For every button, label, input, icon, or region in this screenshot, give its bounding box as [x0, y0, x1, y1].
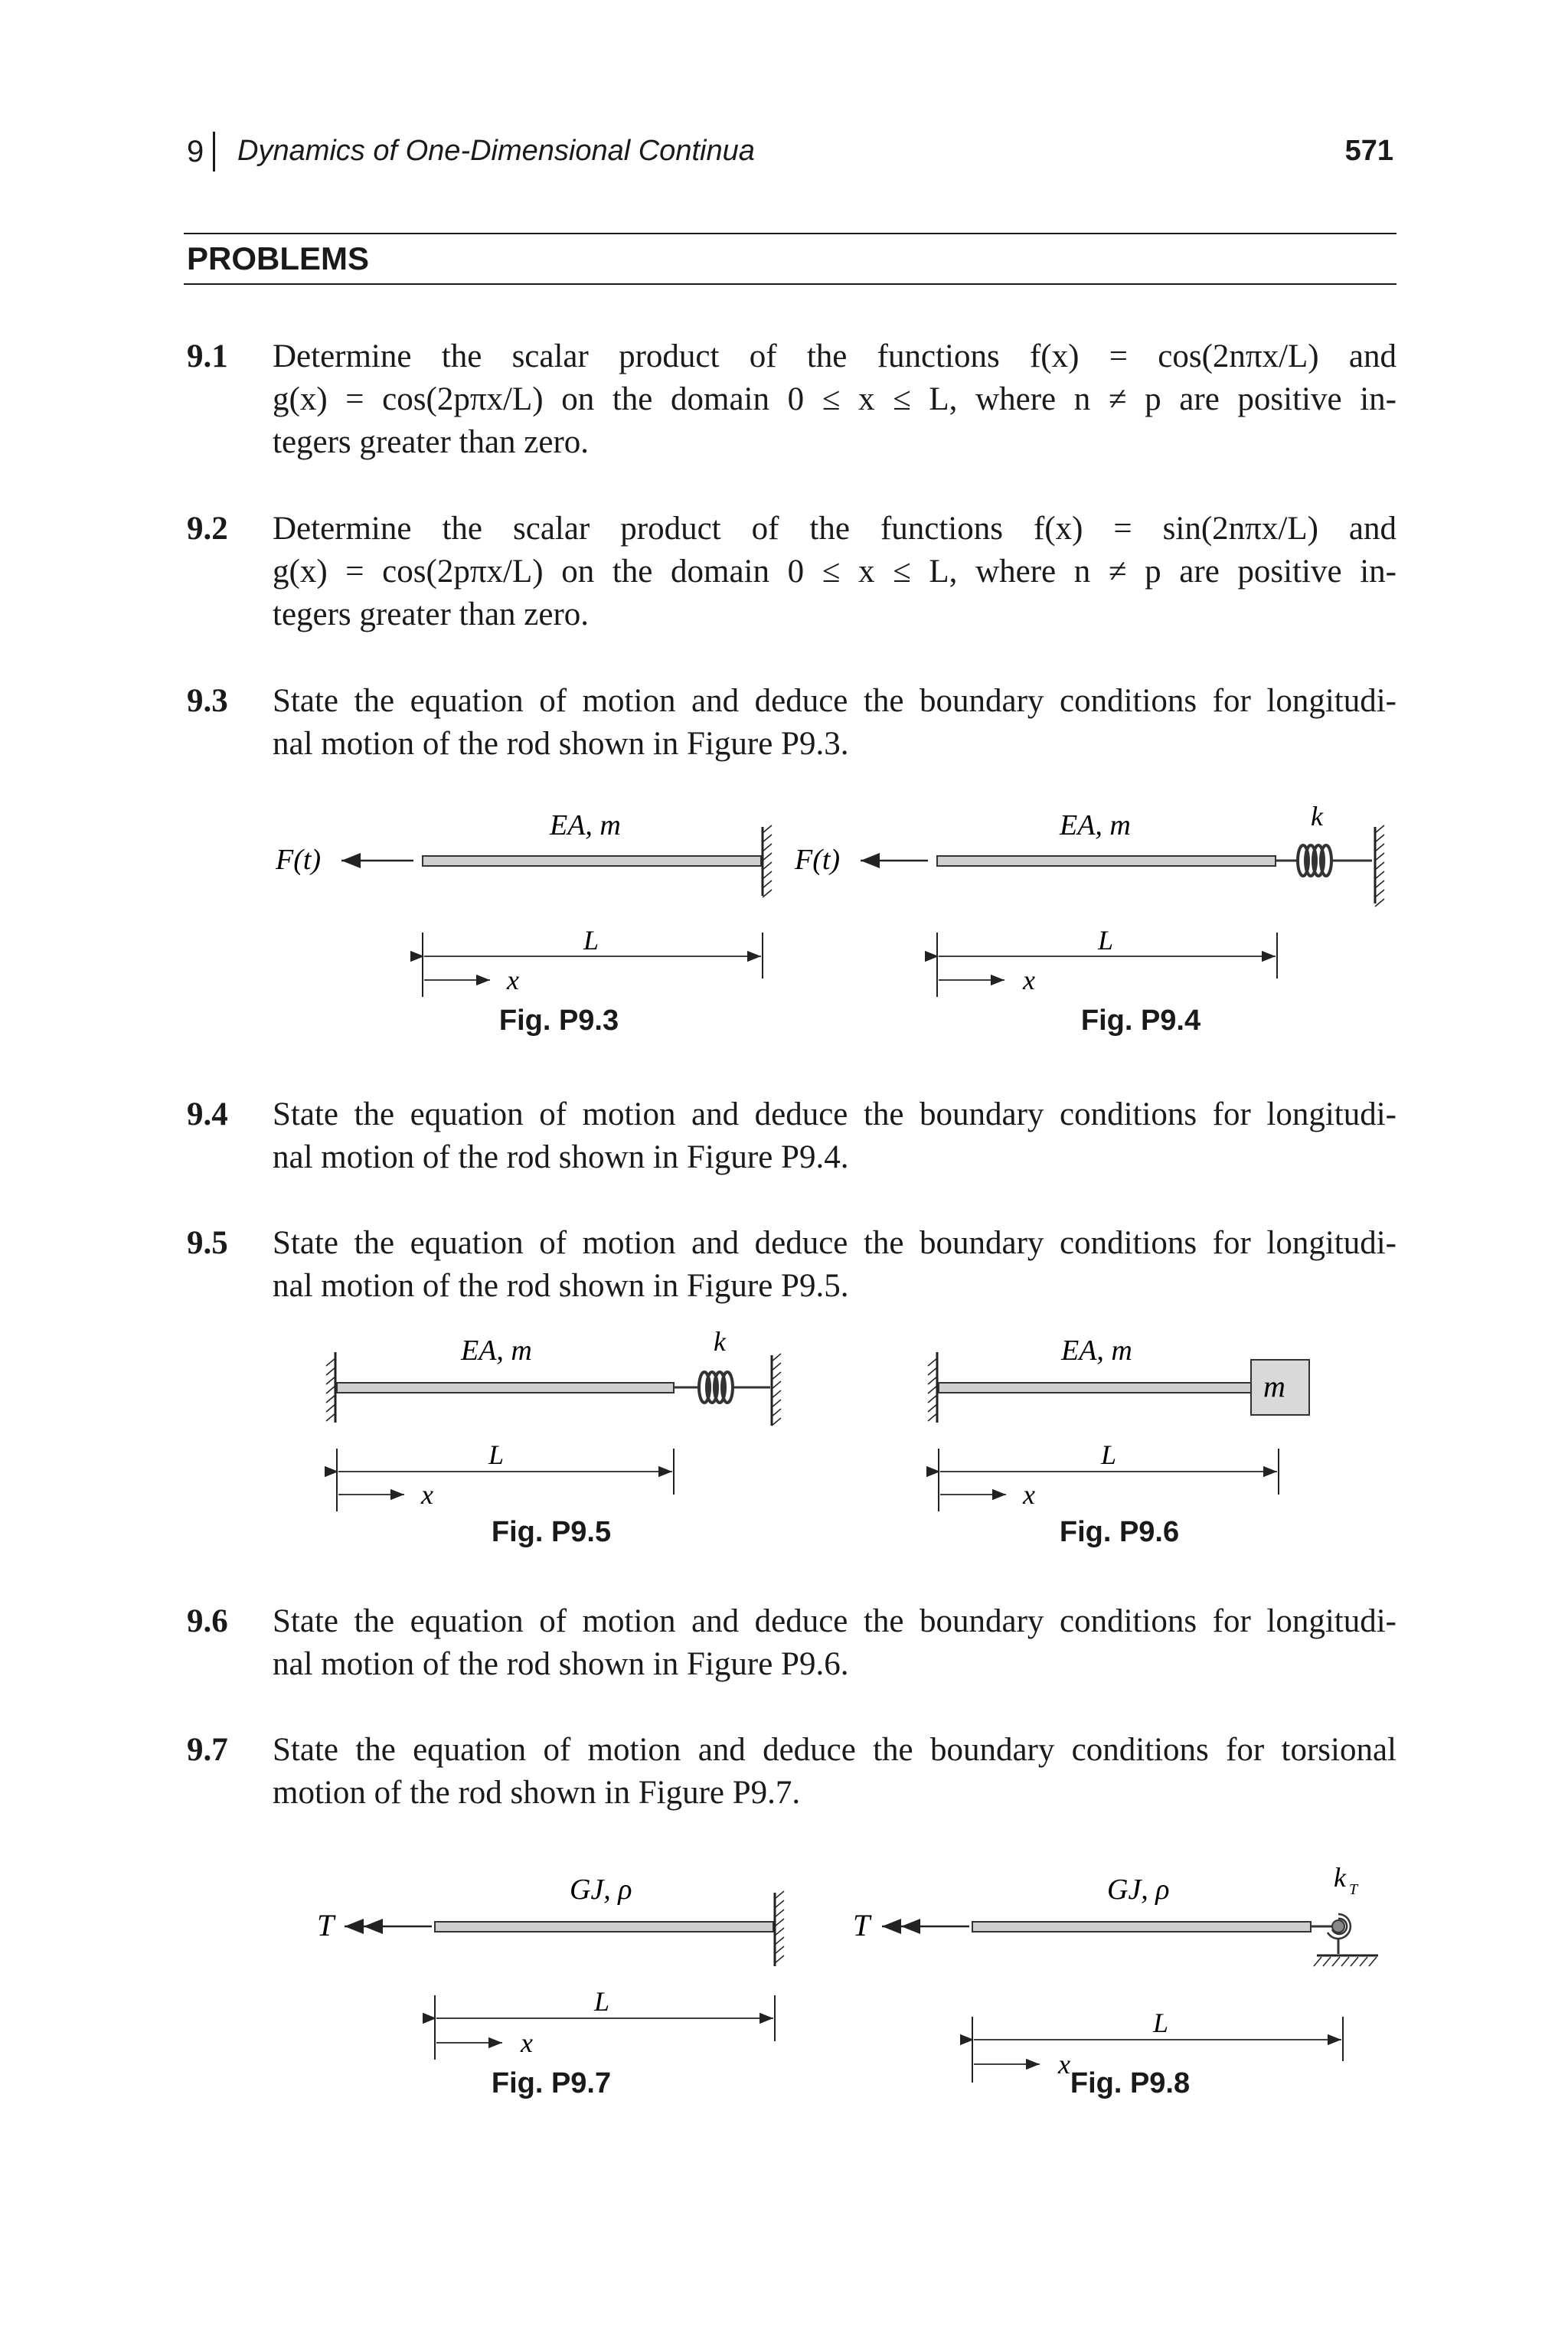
rod-properties-label: EA, m: [1061, 1335, 1132, 1367]
rod-properties-label: GJ, ρ: [570, 1874, 632, 1906]
chapter-number: 9: [187, 135, 204, 168]
rod: [937, 856, 1276, 866]
figure-p9-6: [903, 1311, 1332, 1540]
rod-properties-label: EA, m: [550, 809, 621, 841]
force-label: F(t): [276, 844, 322, 876]
rod: [423, 856, 761, 866]
problem-line: State the equation of motion and deduce the boundary conditions for longitudi-: [273, 1603, 1396, 1639]
rod: [939, 1383, 1276, 1393]
page-number: 571: [1344, 135, 1393, 167]
rod-properties-label: GJ, ρ: [1107, 1874, 1170, 1906]
header-divider: [213, 132, 215, 172]
spring-subscript: T: [1349, 1881, 1358, 1898]
spring-icon: [674, 1372, 770, 1403]
length-label: L: [488, 1439, 505, 1470]
coord-label: x: [507, 965, 519, 995]
fixed-wall: [1375, 825, 1384, 907]
figure-p9-8: [842, 1853, 1409, 2083]
section-rule-bottom: [184, 283, 1396, 285]
length-label: L: [1101, 1439, 1117, 1470]
rod-properties-label: EA, m: [461, 1335, 532, 1367]
section-title: PROBLEMS: [187, 240, 370, 276]
problem-line: g(x) = cos(2pπx/L) on the domain 0 ≤ x ≤ L, where n ≠ p are positive in-: [273, 381, 1396, 417]
coord-label: x: [1058, 2049, 1070, 2080]
problem-text: [273, 1600, 1396, 1686]
figure-caption-p9-4: Fig. P9.4: [1080, 1005, 1201, 1037]
problem-number: 9.4: [187, 1096, 228, 1132]
problem-line: State the equation of motion and deduce the boundary conditions for longitudi-: [273, 683, 1396, 719]
figure-caption-p9-3: Fig. P9.3: [498, 1005, 619, 1037]
problem-number: 9.6: [187, 1603, 228, 1639]
rod-properties-label: EA, m: [1060, 809, 1131, 841]
coord-label: x: [1023, 1479, 1035, 1510]
spring-label: k: [1311, 801, 1323, 831]
length-label: L: [1098, 925, 1114, 956]
mass-label: m: [1263, 1369, 1285, 1403]
problem-number: 9.5: [187, 1225, 228, 1261]
torsional-spring-icon: [1311, 1914, 1378, 1966]
figure-p9-5: [306, 1311, 827, 1540]
spring-icon: [1276, 845, 1372, 876]
rod: [337, 1383, 674, 1393]
problem-number: 9.3: [187, 683, 228, 719]
problem-line: State the equation of motion and deduce the boundary conditions for torsional: [273, 1732, 1396, 1768]
figure-caption-p9-5: Fig. P9.5: [491, 1516, 612, 1548]
fixed-wall-left: [326, 1352, 335, 1423]
problem-line: motion of the rod shown in Figure P9.7.: [273, 1775, 801, 1811]
coord-label: x: [1023, 965, 1035, 995]
fixed-wall: [763, 825, 772, 897]
running-header: [187, 135, 1393, 178]
coord-label: x: [421, 1479, 433, 1510]
torque-label: T: [317, 1908, 335, 1942]
figure-caption-p9-8: Fig. P9.8: [1070, 2067, 1191, 2099]
problem-text: [273, 1729, 1396, 1815]
problem-text: [273, 508, 1396, 636]
coord-label: x: [521, 2027, 533, 2058]
length-label: L: [594, 1986, 610, 2017]
length-label: L: [1153, 2008, 1169, 2038]
problem-number: 9.7: [187, 1732, 228, 1768]
fixed-wall-right: [772, 1354, 781, 1426]
figure-caption-p9-7: Fig. P9.7: [491, 2067, 612, 2099]
chapter-title: Dynamics of One-Dimensional Continua: [237, 135, 755, 167]
problem-line: Determine the scalar product of the functions f(x) = sin(2nπx/L) and: [273, 511, 1396, 547]
torque-label: T: [853, 1908, 871, 1942]
fixed-wall: [928, 1352, 937, 1423]
problem-text: [273, 680, 1396, 766]
fixed-wall: [775, 1891, 784, 1966]
figure-caption-p9-6: Fig. P9.6: [1059, 1516, 1180, 1548]
section-rule-top: [184, 233, 1396, 234]
problem-line: nal motion of the rod shown in Figure P9.5.: [273, 1268, 849, 1304]
problem-line: nal motion of the rod shown in Figure P9.6.: [273, 1646, 849, 1682]
rod: [972, 1922, 1311, 1932]
length-label: L: [583, 925, 599, 956]
spring-label: k: [1334, 1862, 1346, 1893]
problem-number: 9.1: [187, 338, 228, 374]
problem-line: tegers greater than zero.: [273, 596, 590, 632]
problem-text: [273, 335, 1396, 464]
force-label: F(t): [795, 844, 841, 876]
problem-line: State the equation of motion and deduce the boundary conditions for longitudi-: [273, 1096, 1396, 1132]
problem-line: g(x) = cos(2pπx/L) on the domain 0 ≤ x ≤ L, where n ≠ p are positive in-: [273, 554, 1396, 590]
spring-label: k: [714, 1326, 726, 1357]
problem-line: State the equation of motion and deduce the boundary conditions for longitudi-: [273, 1225, 1396, 1261]
problem-line: tegers greater than zero.: [273, 424, 590, 460]
problem-line: nal motion of the rod shown in Figure P9.3.: [273, 726, 849, 762]
rod: [435, 1922, 773, 1932]
problem-line: Determine the scalar product of the functions f(x) = cos(2nπx/L) and: [273, 338, 1396, 374]
problem-text: [273, 1222, 1396, 1308]
problem-number: 9.2: [187, 511, 228, 547]
figure-p9-7: [306, 1853, 827, 2083]
problem-text: [273, 1093, 1396, 1179]
problem-line: nal motion of the rod shown in Figure P9.4.: [273, 1139, 849, 1175]
